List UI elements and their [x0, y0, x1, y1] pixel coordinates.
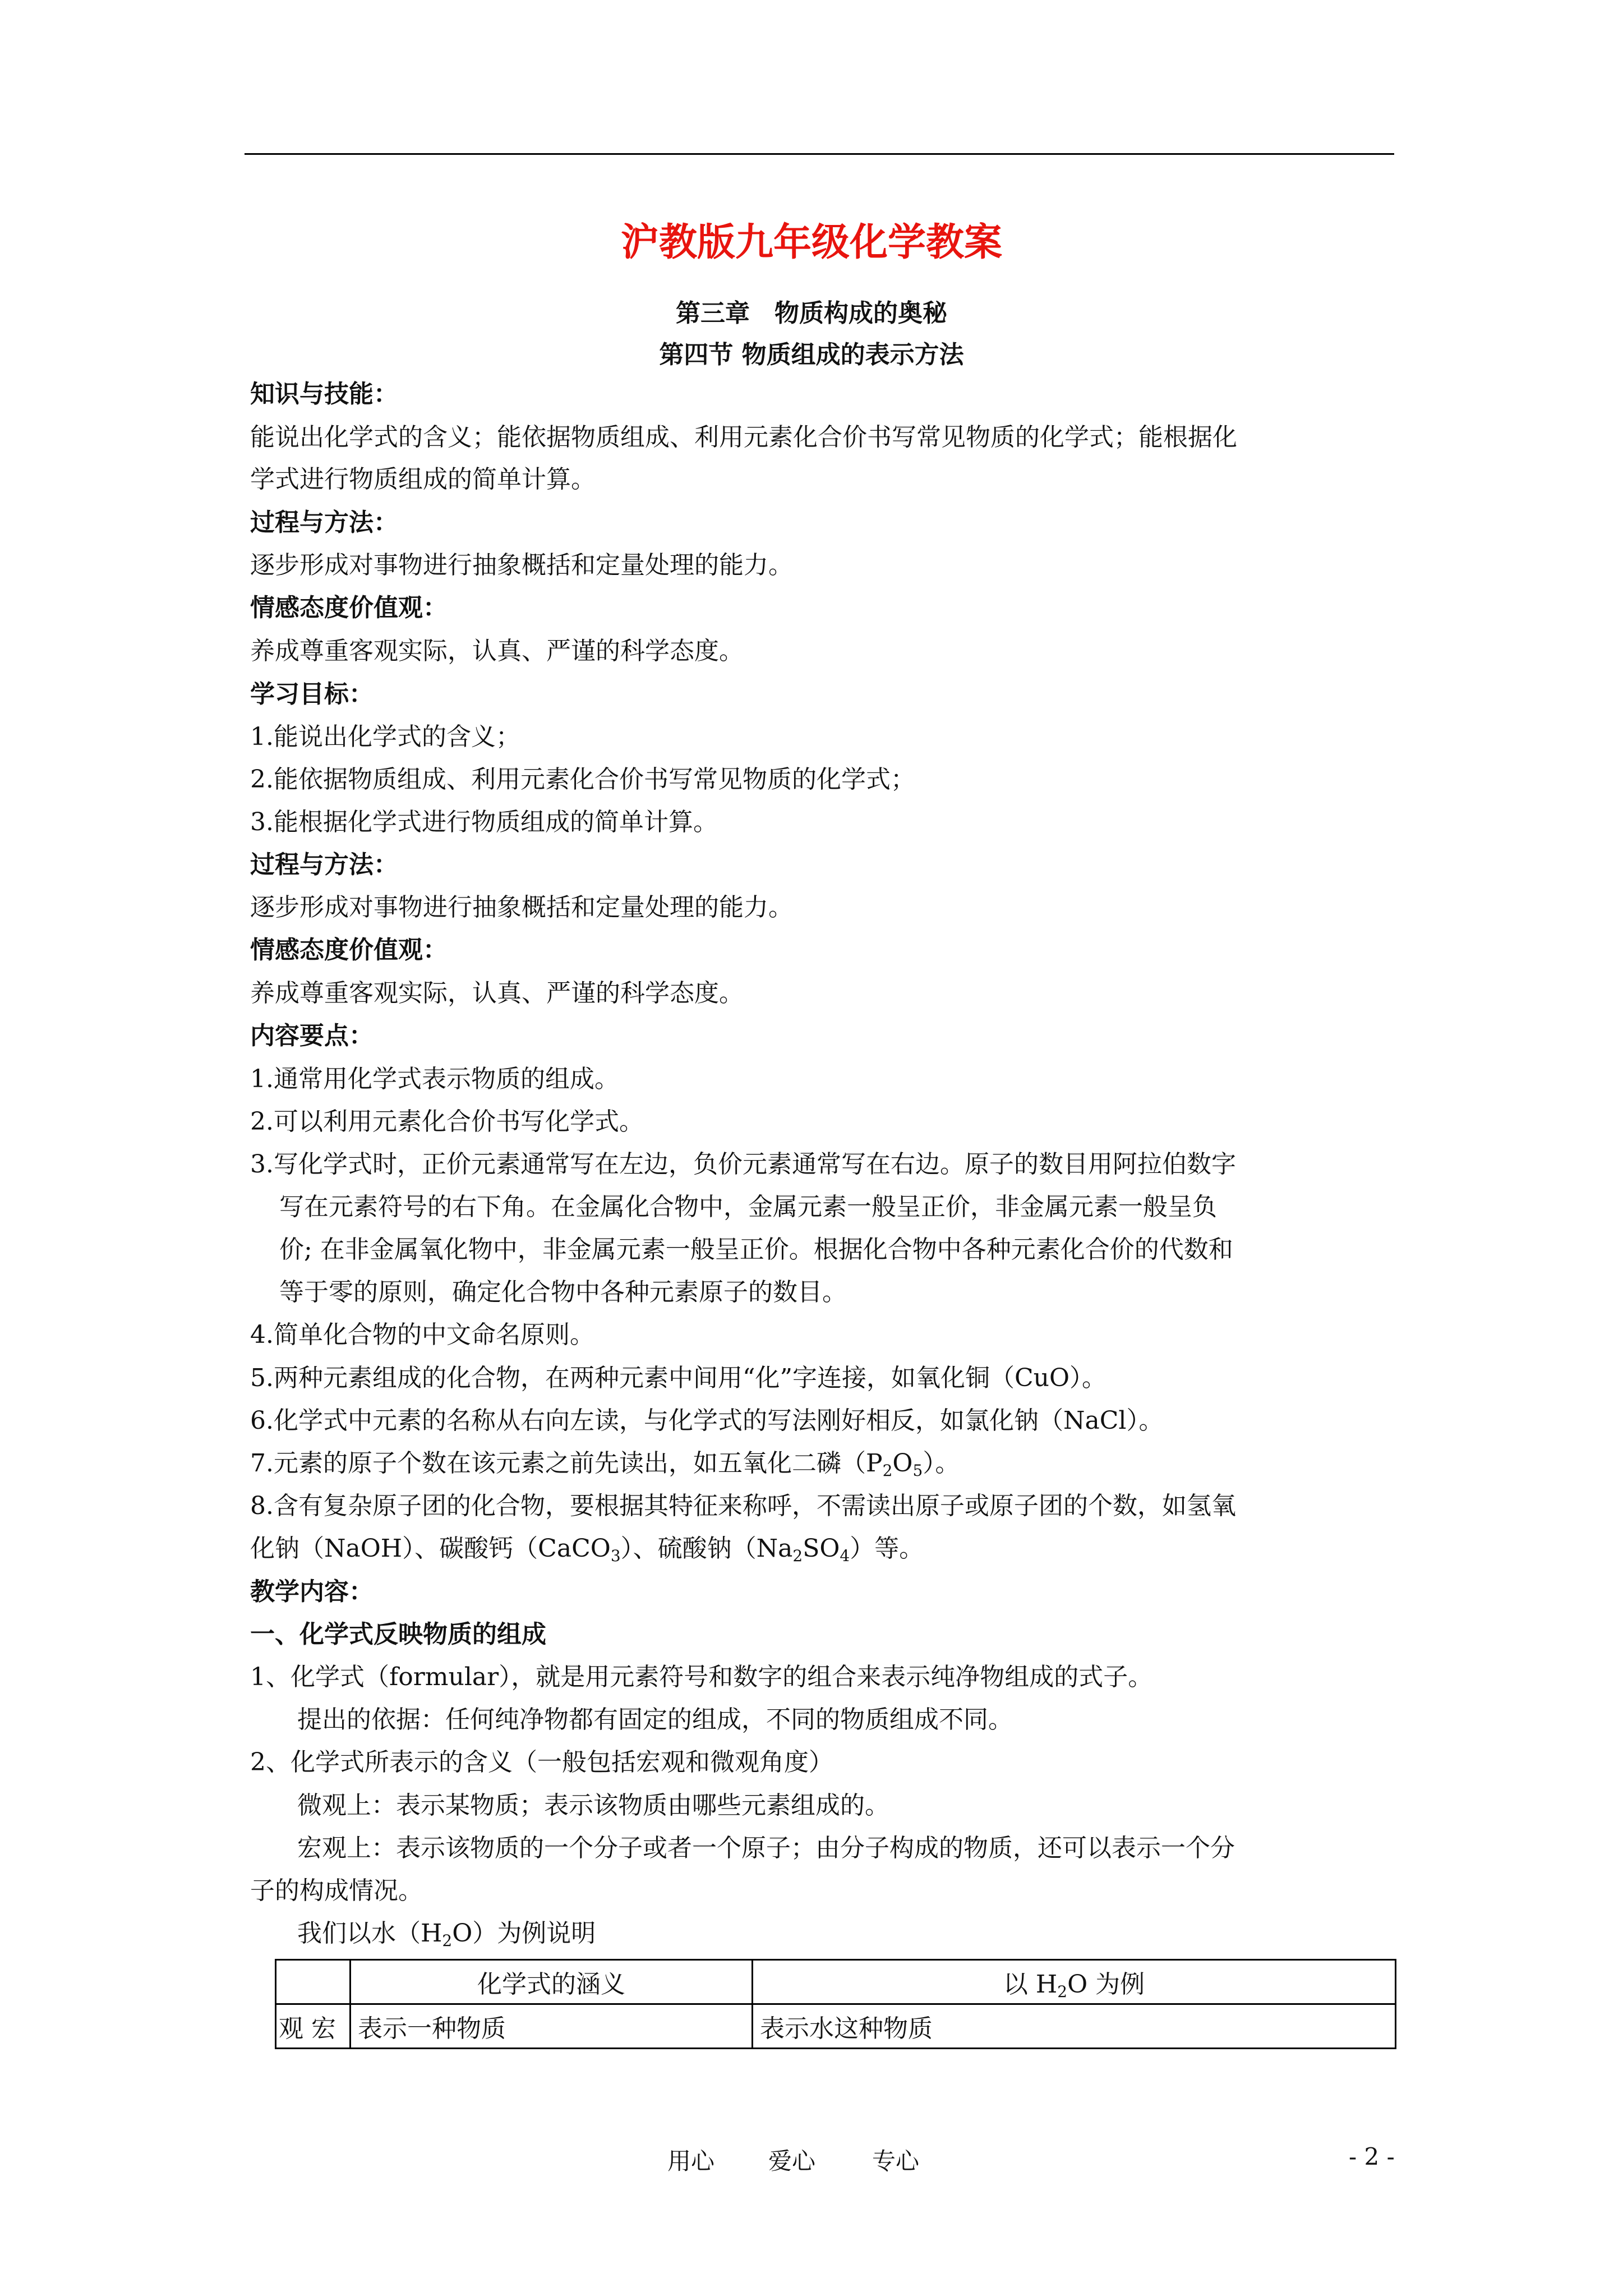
head-example-text: 以 H	[1003, 1970, 1058, 1999]
point-7-text: O	[892, 1449, 913, 1478]
point-item-1: 1.通常用化学式表示物质的组成。	[250, 1065, 619, 1093]
footer-motto-1: 用心	[667, 2147, 715, 2175]
paragraph-process: 逐步形成对事物进行抽象概括和定量处理的能力。	[250, 551, 793, 579]
point-item-4: 4.简单化合物的中文命名原则。	[250, 1320, 594, 1349]
example-text: O）为例说明	[452, 1919, 596, 1948]
point-8-text: SO	[803, 1534, 840, 1563]
section-1-macro-a: 宏观上：表示该物质的一个分子或者一个原子；由分子构成的物质，还可以表示一个分	[297, 1834, 1235, 1862]
section-1-item-2: 2、化学式所表示的含义（一般包括宏观和微观角度）	[250, 1748, 833, 1777]
point-item-3c: 价; 在非金属氧化物中，非金属元素一般呈正价。根据化合物中各种元素化合价的代数和	[279, 1235, 1233, 1264]
page-number: - 2 -	[1349, 2143, 1395, 2170]
table-cell-meaning: 表示一种物质	[351, 2004, 753, 2049]
example-text: 我们以水（H	[297, 1919, 442, 1948]
subscript: 2	[882, 1461, 893, 1480]
section-1-example	[297, 1918, 596, 1949]
table-header-row	[276, 1960, 1396, 2004]
subscript: 4	[840, 1547, 850, 1565]
paragraph-emotion-2: 养成尊重客观实际，认真、严谨的科学态度。	[250, 979, 744, 1007]
subscript: 2	[442, 1931, 453, 1950]
goal-item-2: 2.能依据物质组成、利用元素化合价书写常见物质的化学式；	[250, 765, 915, 794]
point-item-8b	[250, 1533, 924, 1565]
point-item-2: 2.可以利用元素化合价书写化学式。	[250, 1107, 644, 1136]
point-8-text: ）等。	[850, 1534, 924, 1563]
point-item-3b: 写在元素符号的右下角。在金属化合物中，金属元素一般呈正价，非金属元素一般呈负	[279, 1193, 1217, 1221]
table-cell-example: 表示水这种物质	[753, 2004, 1396, 2049]
section-title: 第四节 物质组成的表示方法	[659, 341, 964, 369]
section-1-macro-b: 子的构成情况。	[250, 1876, 423, 1905]
heading-section-1: 一、化学式反映物质的组成	[250, 1620, 546, 1649]
section-1-item-1: 1、化学式（formular），就是用元素符号和数字的组合来表示纯净物组成的式子。	[250, 1663, 1153, 1691]
paragraph-process-2: 逐步形成对事物进行抽象概括和定量处理的能力。	[250, 893, 793, 922]
document-title: 沪教版九年级化学教案	[620, 220, 1002, 265]
point-item-8a: 8.含有复杂原子团的化合物，要根据其特征来称呼，不需读出原子或原子团的个数，如氢氧	[250, 1492, 1236, 1520]
table-head-example	[753, 1960, 1396, 2004]
table-head-meaning: 化学式的涵义	[351, 1960, 753, 2004]
heading-points: 内容要点：	[250, 1022, 374, 1050]
point-item-5: 5.两种元素组成的化合物，在两种元素中间用“化”字连接，如氧化铜（CuO）。	[250, 1364, 1107, 1392]
heading-process: 过程与方法：	[250, 508, 398, 537]
point-8-text: ）、硫酸钠（Na	[620, 1534, 793, 1563]
section-1-micro: 微观上：表示某物质；表示该物质由哪些元素组成的。	[297, 1791, 889, 1820]
point-item-3d: 等于零的原则，确定化合物中各种元素原子的数目。	[279, 1278, 847, 1306]
point-item-7	[250, 1448, 960, 1479]
heading-emotion-2: 情感态度价值观：	[250, 936, 448, 964]
paragraph-knowledge-2: 学式进行物质组成的简单计算。	[250, 465, 596, 494]
subscript: 3	[610, 1547, 621, 1565]
subscript: 5	[912, 1461, 923, 1480]
paragraph-emotion: 养成尊重客观实际，认真、严谨的科学态度。	[250, 637, 744, 665]
point-item-6: 6.化学式中元素的名称从右向左读，与化学式的写法刚好相反，如氯化钠（NaCl）。	[250, 1406, 1164, 1435]
heading-process-2: 过程与方法：	[250, 850, 398, 879]
table-row	[276, 2004, 1396, 2049]
table-side-label: 观 宏	[276, 2004, 351, 2049]
footer-motto-2: 爱心	[768, 2147, 816, 2175]
heading-emotion: 情感态度价值观：	[250, 593, 448, 622]
head-example-text: O 为例	[1067, 1970, 1145, 1999]
point-item-3a: 3.写化学式时，正价元素通常写在左边，负价元素通常写在右边。原子的数目用阿拉伯数字	[250, 1150, 1236, 1179]
table-corner-cell	[276, 1960, 351, 2004]
point-8-text: 化钠（NaOH）、碳酸钙（CaCO	[250, 1534, 611, 1563]
goal-item-3: 3.能根据化学式进行物质组成的简单计算。	[250, 808, 718, 836]
footer-motto-3: 专心	[872, 2147, 920, 2175]
formula-meaning-table	[275, 1959, 1396, 2049]
header-rule	[245, 153, 1394, 155]
subscript: 2	[792, 1547, 803, 1565]
heading-teaching: 教学内容：	[250, 1577, 374, 1606]
heading-goals: 学习目标：	[250, 680, 374, 708]
subscript: 2	[1057, 1982, 1068, 2001]
paragraph-knowledge-1: 能说出化学式的含义；能依据物质组成、利用元素化合价书写常见物质的化学式；能根据化	[250, 423, 1237, 452]
section-1-basis: 提出的依据：任何纯净物都有固定的组成，不同的物质组成不同。	[297, 1705, 1013, 1734]
point-7-text: 7.元素的原子个数在该元素之前先读出，如五氧化二磷（P	[250, 1449, 883, 1478]
heading-knowledge: 知识与技能：	[250, 380, 398, 408]
chapter-title: 第三章 物质构成的奥秘	[676, 299, 947, 328]
point-7-text: ）。	[923, 1449, 960, 1478]
goal-item-1: 1.能说出化学式的含义；	[250, 723, 520, 751]
